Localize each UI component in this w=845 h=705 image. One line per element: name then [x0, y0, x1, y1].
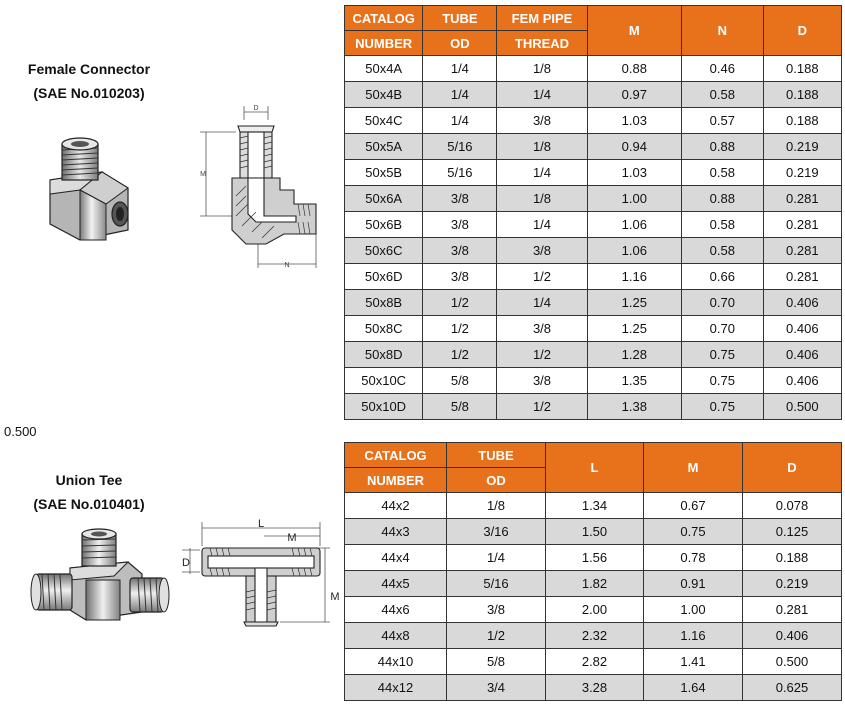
table-cell: 0.406: [763, 316, 841, 342]
table-cell: 50x8C: [345, 316, 423, 342]
fc-header-tube-1: TUBE: [423, 6, 497, 31]
table-cell: 1/4: [497, 212, 587, 238]
table-row: [345, 108, 842, 134]
table-cell: 0.97: [587, 82, 681, 108]
table-cell: 3/8: [497, 368, 587, 394]
table-row: [345, 597, 842, 623]
female-connector-title: Female Connector: [27, 61, 151, 77]
table-cell: 0.219: [763, 160, 841, 186]
table-cell: 0.219: [743, 571, 842, 597]
union-tee-table: [344, 442, 842, 701]
table-cell: 1/4: [423, 82, 497, 108]
table-cell: 0.88: [682, 186, 764, 212]
table-cell: 1.41: [644, 649, 743, 675]
table-cell: 0.67: [644, 493, 743, 519]
table-cell: 1/4: [423, 108, 497, 134]
table-cell: 0.58: [682, 238, 764, 264]
ut-header-l: L: [546, 443, 644, 493]
table-cell: 1.00: [644, 597, 743, 623]
table-row: [345, 675, 842, 701]
table-cell: 0.88: [682, 134, 764, 160]
ut-dim-l-label: L: [257, 518, 265, 530]
fc-dim-n-label: N: [284, 262, 290, 269]
table-cell: 50x4A: [345, 56, 423, 82]
table-cell: 50x4C: [345, 108, 423, 134]
table-cell: 44x10: [345, 649, 447, 675]
table-row: [345, 623, 842, 649]
table-cell: 0.58: [682, 160, 764, 186]
union-tee-subtitle: (SAE No.010401): [33, 496, 145, 512]
table-cell: 0.500: [763, 394, 841, 420]
table-cell: 1.00: [587, 186, 681, 212]
table-cell: 0.188: [743, 545, 842, 571]
table-cell: 1.25: [587, 316, 681, 342]
table-cell: 50x10D: [345, 394, 423, 420]
table-cell: 50x6A: [345, 186, 423, 212]
table-cell: 2.82: [546, 649, 644, 675]
table-row: [345, 134, 842, 160]
table-row: [345, 290, 842, 316]
table-cell: 0.70: [682, 316, 764, 342]
table-cell: 1.16: [644, 623, 743, 649]
union-tee-illustration: [30, 528, 170, 628]
table-cell: 3/8: [423, 238, 497, 264]
table-cell: 3.28: [546, 675, 644, 701]
table-cell: 5/16: [447, 571, 546, 597]
table-row: [345, 571, 842, 597]
table-cell: 50x10C: [345, 368, 423, 394]
ut-header-tube-1: TUBE: [447, 443, 546, 468]
table-cell: 1/2: [423, 316, 497, 342]
table-cell: 44x12: [345, 675, 447, 701]
table-cell: 3/8: [497, 108, 587, 134]
table-cell: 0.078: [743, 493, 842, 519]
table-cell: 0.75: [682, 394, 764, 420]
table-row: [345, 238, 842, 264]
table-cell: 0.281: [763, 264, 841, 290]
table-cell: 1/2: [423, 342, 497, 368]
table-cell: 0.46: [682, 56, 764, 82]
table-cell: 50x5A: [345, 134, 423, 160]
table-cell: 1/4: [497, 160, 587, 186]
table-cell: 1.06: [587, 212, 681, 238]
union-tee-dimension-drawing: [180, 518, 345, 628]
table-cell: 0.188: [763, 82, 841, 108]
female-connector-dimension-drawing: [196, 104, 326, 272]
table-cell: 1.35: [587, 368, 681, 394]
union-tee-title-block: [0, 468, 178, 516]
table-cell: 0.406: [763, 290, 841, 316]
table-cell: 0.75: [682, 342, 764, 368]
table-cell: 0.406: [743, 623, 842, 649]
table-cell: 1/4: [447, 545, 546, 571]
table-cell: 3/8: [423, 186, 497, 212]
table-row: [345, 519, 842, 545]
table-cell: 44x6: [345, 597, 447, 623]
ut-header-catalog-2: NUMBER: [345, 468, 447, 493]
table-cell: 0.500: [743, 649, 842, 675]
table-cell: 3/8: [497, 316, 587, 342]
table-cell: 50x6C: [345, 238, 423, 264]
fc-header-m: M: [587, 6, 681, 56]
table-cell: 3/16: [447, 519, 546, 545]
fc-header-tube-2: OD: [423, 31, 497, 56]
table-cell: 50x6B: [345, 212, 423, 238]
table-cell: 2.00: [546, 597, 644, 623]
union-tee-header-row-1: [345, 443, 842, 468]
table-cell: 1.82: [546, 571, 644, 597]
table-cell: 1/8: [497, 134, 587, 160]
table-cell: 0.281: [763, 238, 841, 264]
female-connector-illustration: [40, 132, 140, 247]
table-cell: 50x8D: [345, 342, 423, 368]
table-cell: 3/4: [447, 675, 546, 701]
table-cell: 1.34: [546, 493, 644, 519]
table-cell: 0.406: [763, 368, 841, 394]
table-cell: 0.91: [644, 571, 743, 597]
table-cell: 50x8B: [345, 290, 423, 316]
table-cell: 0.78: [644, 545, 743, 571]
table-cell: 1/2: [423, 290, 497, 316]
table-cell: 0.281: [743, 597, 842, 623]
table-cell: 0.281: [763, 212, 841, 238]
table-cell: 1/2: [497, 342, 587, 368]
table-cell: 1/4: [423, 56, 497, 82]
table-cell: 5/16: [423, 134, 497, 160]
female-connector-title-block: [0, 57, 178, 105]
table-cell: 0.281: [763, 186, 841, 212]
table-cell: 1/8: [497, 186, 587, 212]
table-cell: 1.03: [587, 108, 681, 134]
table-cell: 0.188: [763, 56, 841, 82]
table-row: [345, 394, 842, 420]
table-cell: 3/8: [497, 238, 587, 264]
table-cell: 5/8: [423, 394, 497, 420]
table-cell: 0.58: [682, 212, 764, 238]
ut-dim-d-label: D: [182, 557, 190, 569]
table-cell: 50x5B: [345, 160, 423, 186]
table-cell: 1/2: [497, 394, 587, 420]
table-cell: 0.66: [682, 264, 764, 290]
table-cell: 1.50: [546, 519, 644, 545]
table-row: [345, 493, 842, 519]
table-cell: 0.70: [682, 290, 764, 316]
table-cell: 3/8: [423, 264, 497, 290]
fc-header-n: N: [682, 6, 764, 56]
table-cell: 5/16: [423, 160, 497, 186]
table-cell: 1.25: [587, 290, 681, 316]
table-cell: 1/4: [497, 82, 587, 108]
female-connector-table: [344, 5, 842, 420]
fc-header-thread-1: FEM PIPE: [497, 6, 587, 31]
ut-header-catalog-1: CATALOG: [345, 443, 447, 468]
table-row: [345, 316, 842, 342]
fc-header-catalog-2: NUMBER: [345, 31, 423, 56]
table-row: [345, 56, 842, 82]
table-row: [345, 264, 842, 290]
table-cell: 1/8: [497, 56, 587, 82]
table-cell: 44x8: [345, 623, 447, 649]
table-row: [345, 545, 842, 571]
table-cell: 0.94: [587, 134, 681, 160]
ut-header-tube-2: OD: [447, 468, 546, 493]
table-cell: 0.88: [587, 56, 681, 82]
ut-dim-m2-label: M: [330, 591, 340, 603]
table-row: [345, 160, 842, 186]
fc-header-d: D: [763, 6, 841, 56]
table-cell: 0.58: [682, 82, 764, 108]
ut-header-m: M: [644, 443, 743, 493]
table-cell: 50x6D: [345, 264, 423, 290]
table-cell: 1.56: [546, 545, 644, 571]
fc-dim-m-label: M: [200, 171, 206, 178]
table-row: [345, 368, 842, 394]
table-cell: 0.75: [682, 368, 764, 394]
table-row: [345, 212, 842, 238]
female-connector-subtitle: (SAE No.010203): [33, 85, 145, 101]
table-row: [345, 342, 842, 368]
table-cell: 0.125: [743, 519, 842, 545]
table-cell: 1/2: [497, 264, 587, 290]
table-cell: 0.57: [682, 108, 764, 134]
fc-header-catalog-1: CATALOG: [345, 6, 423, 31]
table-cell: 3/8: [447, 597, 546, 623]
table-cell: 1.06: [587, 238, 681, 264]
table-cell: 1.64: [644, 675, 743, 701]
table-cell: 5/8: [423, 368, 497, 394]
table-cell: 44x5: [345, 571, 447, 597]
table-cell: 0.188: [763, 108, 841, 134]
table-cell: 1/8: [447, 493, 546, 519]
table-cell: 44x2: [345, 493, 447, 519]
table-cell: 0.75: [644, 519, 743, 545]
table-cell: 1.16: [587, 264, 681, 290]
table-cell: 2.32: [546, 623, 644, 649]
table-cell: 5/8: [447, 649, 546, 675]
table-row: [345, 82, 842, 108]
table-cell: 44x4: [345, 545, 447, 571]
table-row: [345, 649, 842, 675]
table-cell: 0.625: [743, 675, 842, 701]
union-tee-title: Union Tee: [55, 472, 123, 488]
table-cell: 50x4B: [345, 82, 423, 108]
table-cell: 1/2: [447, 623, 546, 649]
table-cell: 0.406: [763, 342, 841, 368]
table-cell: 3/8: [423, 212, 497, 238]
table-cell: 44x3: [345, 519, 447, 545]
table-row: [345, 186, 842, 212]
table-cell: 1.38: [587, 394, 681, 420]
table-cell: 1.03: [587, 160, 681, 186]
ut-dim-m-label: M: [287, 532, 297, 544]
table-cell: 0.219: [763, 134, 841, 160]
fc-dim-d-label: D: [253, 105, 259, 112]
ut-header-d: D: [743, 443, 842, 493]
female-connector-header-row-1: [345, 6, 842, 31]
stray-value: 0.500: [4, 424, 37, 439]
fc-header-thread-2: THREAD: [497, 31, 587, 56]
table-cell: 1/4: [497, 290, 587, 316]
table-cell: 1.28: [587, 342, 681, 368]
